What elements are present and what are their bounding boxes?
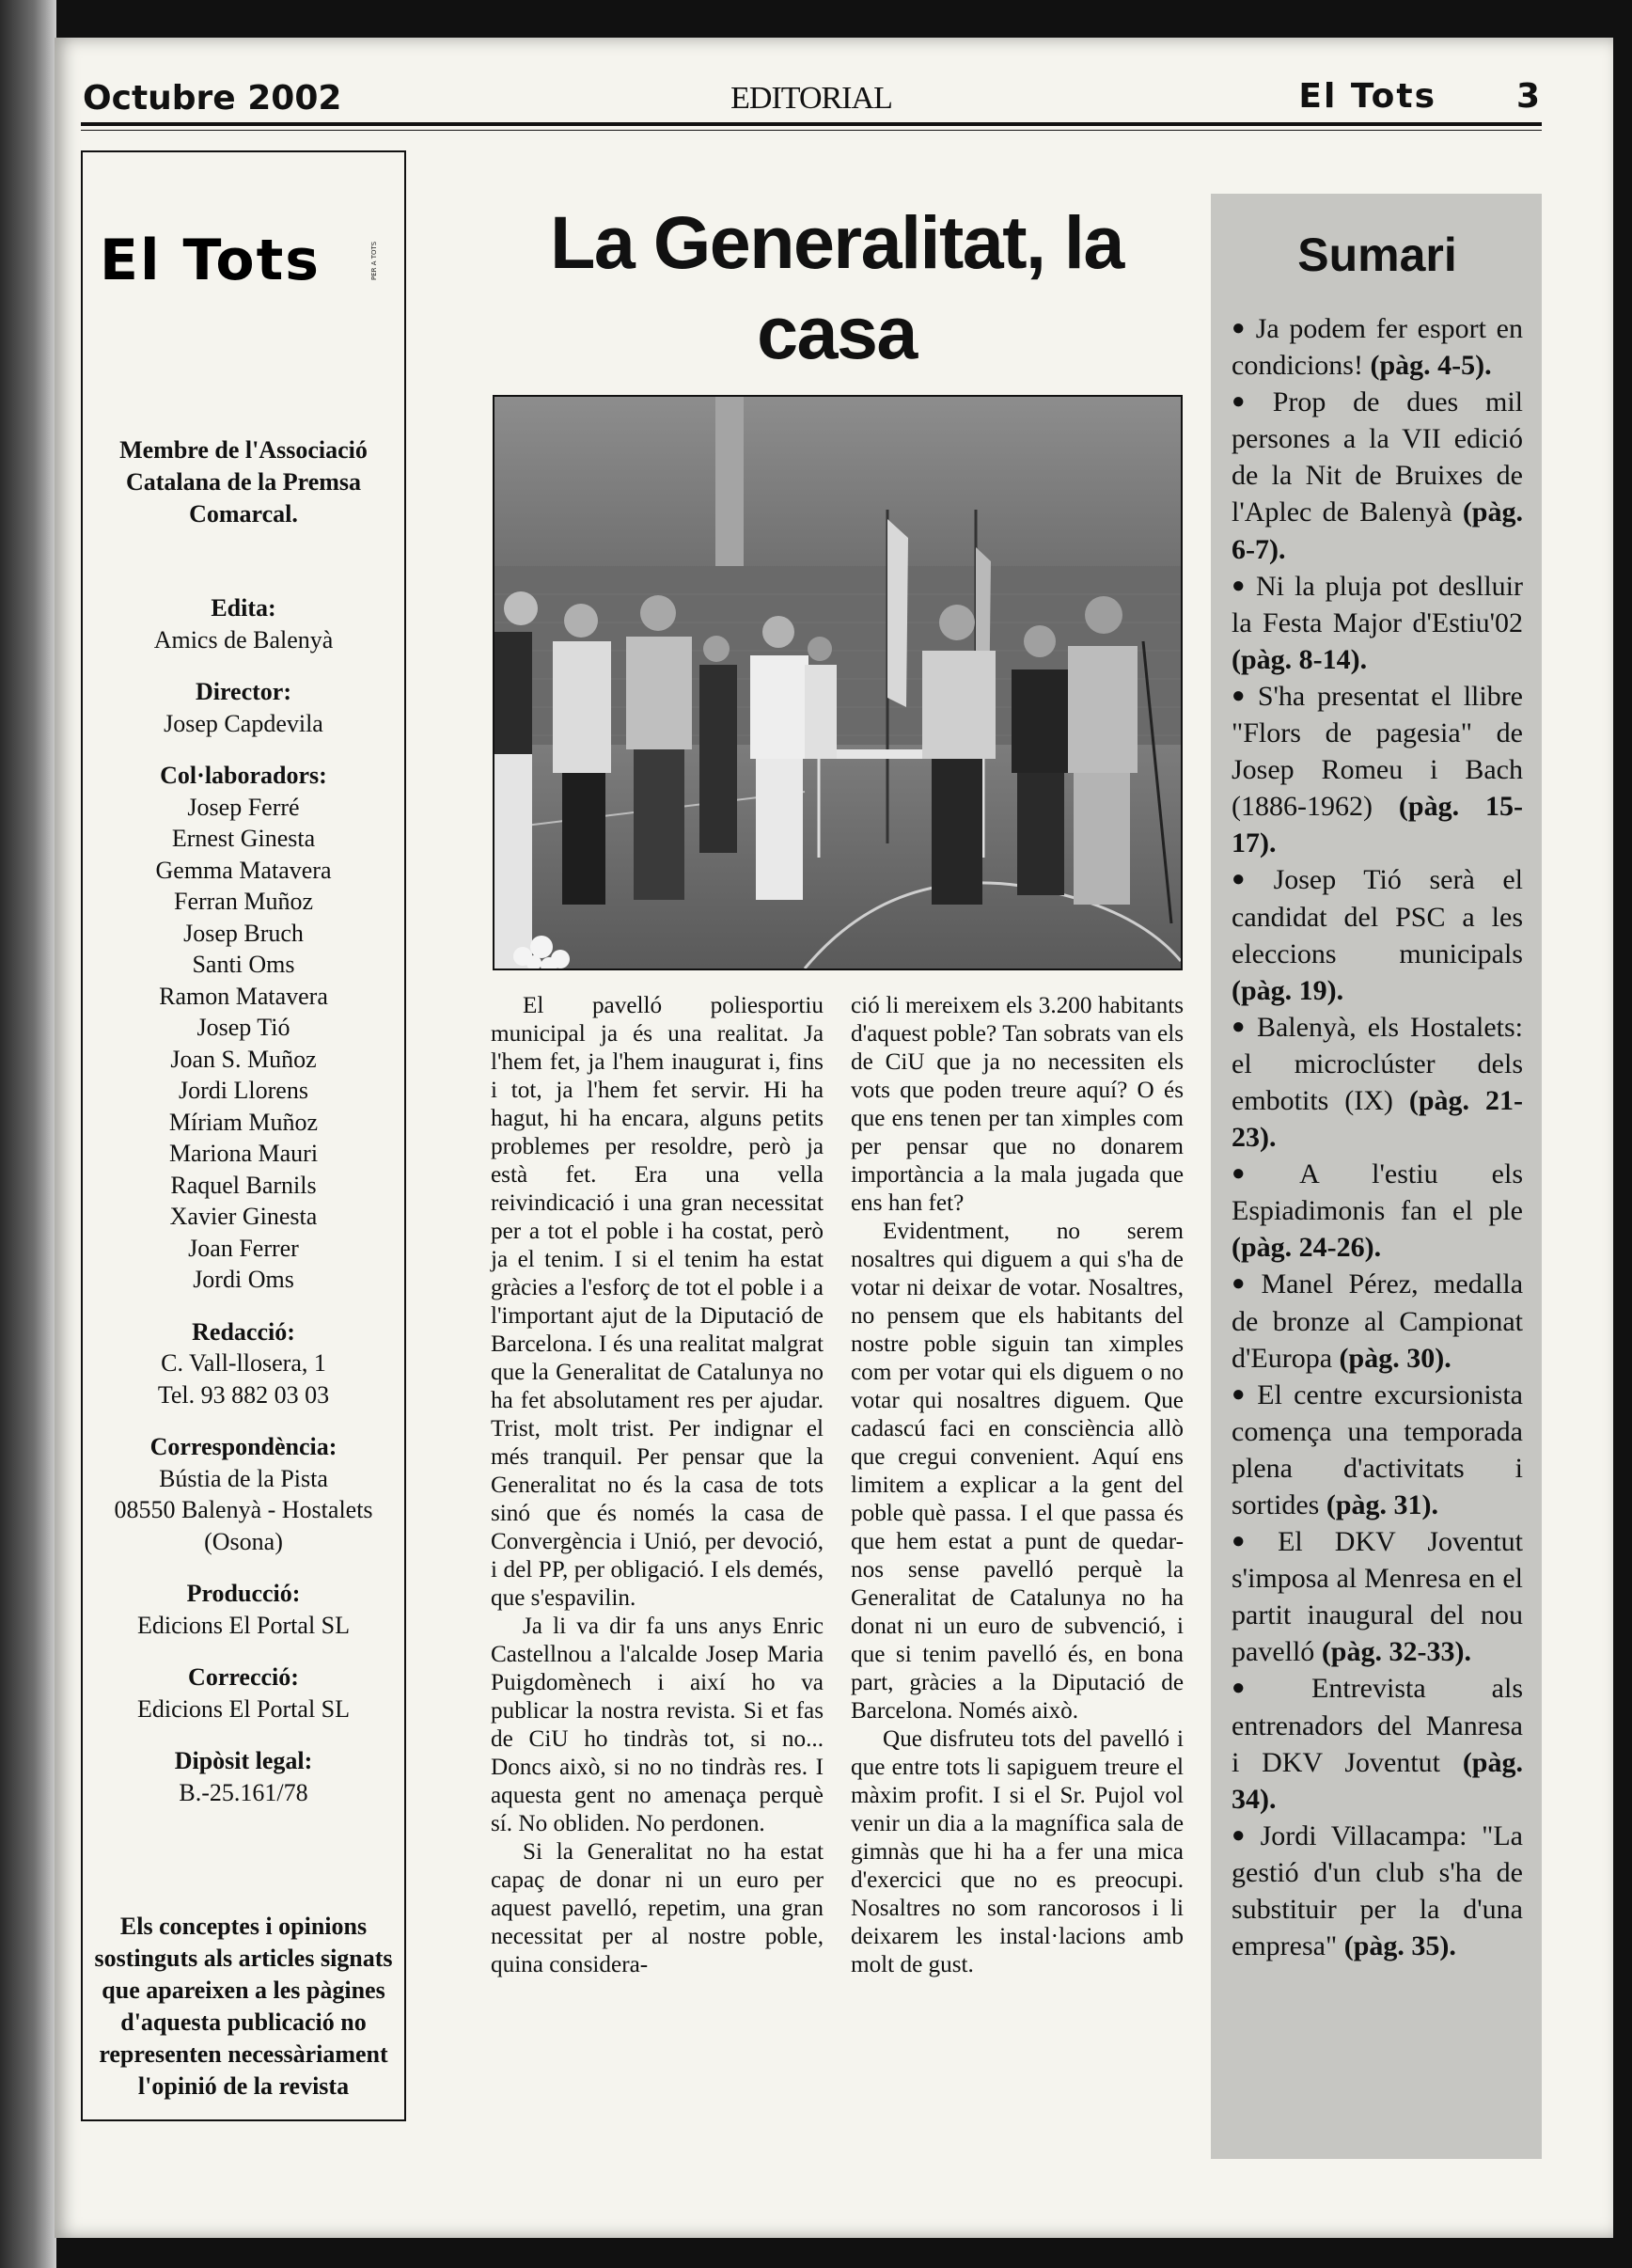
article-column-2 bbox=[851, 992, 1184, 1979]
article-paragraph: El pavelló poliesportiu municipal ja és una realitat. Ja l'hem fet, ja l'hem inaugurat i, fins i tot, ja l'hem fet servir. Hi ha hagut, hi ha encara, alguns petits problemes per resoldre, però ja està fet. Era una vella reivindicació i una gran necessitat per a tot el poble i ha costat, però ja el tenim. I si el tenim ha estat gràcies a l'esforç de tot el poble i a l'important ajut de la Diputació de Barcelona. I és una realitat malgrat que la Generalitat de Catalunya no ha fet absolutament res per ajudar. Trist, molt trist. Per indignar el més tranquil. Per pensar que la Generalitat no és la casa de tots sinó que és només la casa de Convergència i Unió, per devoció, i del PP, per obligació. I els demés, que s'espavilin. bbox=[491, 993, 824, 1611]
credit-diposit bbox=[83, 1745, 404, 1808]
credit-correccio bbox=[83, 1662, 404, 1725]
collaborator-name: Gemma Matavera bbox=[155, 856, 332, 884]
collaborator-name: Míriam Muñoz bbox=[168, 1108, 319, 1136]
collaborator-name: Jordi Oms bbox=[193, 1266, 294, 1293]
magazine-name: El Tots bbox=[1298, 77, 1436, 116]
collaborator-name: Santi Oms bbox=[192, 951, 295, 978]
bullet-icon: ● bbox=[1232, 1529, 1271, 1554]
section-title: EDITORIAL bbox=[730, 81, 892, 116]
summary-item-text: Ni la pluja pot deslluir la Festa Major d'Estiu'02 bbox=[1232, 570, 1523, 638]
summary-item bbox=[1232, 1523, 1523, 1670]
credit-label: Producció: bbox=[186, 1580, 301, 1607]
article-paragraph: ció li mereixem els 3.200 habitants d'aquest poble? Tan sobrats van els de CiU que ja no necessiten els vots que poden treure aquí? O és que ens tenen per tan ximples com per pensar que no donarem importància a la mala jugada que ens han fet? bbox=[851, 993, 1184, 1216]
summary-item-page: (pàg. 15-17). bbox=[1232, 791, 1523, 859]
article-paragraph: Que disfruteu tots del pavelló i que entre tots li sapiguem treure el màxim profit. I si el Sr. Pujol vol venir un dia a la magnífica sala de gimnàs que hi ha a fer una mica d'exercici que no es preocupi. Nosaltres no som rancorosos i li deixarem les instal·lacions amb molt de gust. bbox=[851, 1726, 1184, 1977]
summary-item bbox=[1232, 1670, 1523, 1817]
summary-item bbox=[1232, 1818, 1523, 1964]
photo-illustration bbox=[494, 397, 1181, 969]
summary-item-page: (pàg. 31). bbox=[1326, 1489, 1438, 1520]
summary-item-text: S'ha presentat el llibre "Flors de pagesia" de Josep Romeu i Bach (1886-1962) bbox=[1232, 680, 1523, 823]
summary-item-page: (pàg. 4-5). bbox=[1370, 350, 1492, 382]
bullet-icon: ● bbox=[1232, 1822, 1253, 1848]
headline-line: La Generalitat, la casa bbox=[550, 200, 1123, 374]
masthead-box bbox=[81, 150, 406, 2121]
credit-value: (Osona) bbox=[204, 1527, 283, 1555]
summary-item-page: (pàg. 19). bbox=[1232, 974, 1344, 1006]
summary-item-page: (pàg. 8-14). bbox=[1232, 643, 1368, 675]
credit-value: Tel. 93 882 03 03 bbox=[157, 1380, 330, 1409]
page-number: 3 bbox=[1515, 77, 1540, 116]
summary-item-text: Josep Tió serà el candidat del PSC a les eleccions municipals bbox=[1232, 864, 1523, 969]
summary-item-text: Entrevista als entrenadors del Manresa i DKV Joventut bbox=[1232, 1673, 1524, 1778]
collaborator-name: Mariona Mauri bbox=[168, 1140, 319, 1167]
summary-list bbox=[1232, 310, 1523, 1964]
summary-item-text: A l'estiu els Espiadimonis fan el ple bbox=[1232, 1158, 1523, 1227]
summary-item bbox=[1232, 1266, 1523, 1376]
header-rule-thin bbox=[81, 130, 1542, 131]
credit-value: B.-25.161/78 bbox=[179, 1778, 308, 1806]
summary-item bbox=[1232, 310, 1523, 384]
credit-value: Edicions El Portal SL bbox=[136, 1694, 351, 1723]
collaborator-name: Josep Ferré bbox=[187, 793, 300, 821]
summary-title: Sumari bbox=[1297, 228, 1457, 281]
summary-item bbox=[1232, 1009, 1523, 1156]
article-paragraph: Ja li va dir fa uns anys Enric Castellnou a l'alcalde Josep Maria Puigdomènech i així ho va publicar la nostra revista. Si et fas de CiU ho tindràs tot, si no... Doncs això, si no no tindràs res. I aquesta gent no amenaça perquè sí. No obliden. No perdonen. bbox=[491, 1614, 824, 1836]
credit-director bbox=[83, 676, 404, 739]
article-paragraph: Evidentment, no serem nosaltres qui diguem a qui s'ha de votar ni deixar de votar. Nosaltres, no pensem que els habitants del nostre poble siguin tan ximples com per votar qui els diguem o no votar qui nosaltres diguem. Que cadascú faci en consciència allò que cregui convenient. Aquí ens limitem a explicar a la gent del poble què passa. I el que passa és que hem estat a punt de quedar-nos sense pavelló perquè la Generalitat de Catalunya no ha donat ni un euro de subvenció, i que si tenim pavelló és, en bona part, gràcies a la Diputació de Barcelona. Només això. bbox=[851, 1219, 1184, 1724]
summary-item-page: (pàg. 30). bbox=[1339, 1342, 1452, 1374]
collaborator-name: Josep Bruch bbox=[183, 919, 304, 947]
summary-item-page: (pàg. 6-7). bbox=[1232, 496, 1523, 565]
header-rule bbox=[81, 122, 1542, 126]
collaborator-name: Ramon Matavera bbox=[159, 982, 328, 1010]
summary-item-text: El DKV Joventut s'imposa al Menresa en el partit inaugural del nou pavelló bbox=[1232, 1526, 1523, 1668]
masthead-tagline: PER A TOTS bbox=[370, 241, 378, 280]
summary-item bbox=[1232, 1377, 1523, 1523]
summary-item bbox=[1232, 384, 1523, 567]
summary-item-page: (pàg. 24-26). bbox=[1232, 1232, 1382, 1264]
credit-value: C. Vall-llosera, 1 bbox=[161, 1349, 326, 1377]
credit-label: Redacció: bbox=[192, 1317, 295, 1346]
credit-label: Director: bbox=[195, 678, 291, 705]
collaborator-name: Josep Tió bbox=[196, 1014, 290, 1041]
page-header bbox=[83, 71, 1540, 118]
summary-item-text: Balenyà, els Hostalets: el microclúster dels embotits (IX) bbox=[1232, 1011, 1523, 1116]
membership-line: Catalana de la Premsa bbox=[125, 468, 362, 496]
collaborator-name: Xavier Ginesta bbox=[169, 1203, 318, 1230]
bullet-icon: ● bbox=[1232, 1161, 1293, 1187]
membership-line: Comarcal. bbox=[189, 500, 298, 528]
credit-label: Correcció: bbox=[188, 1663, 299, 1691]
bullet-icon: ● bbox=[1232, 573, 1249, 598]
article-column-1 bbox=[491, 992, 824, 1979]
inauguration-photo bbox=[493, 395, 1183, 970]
summary-item bbox=[1232, 1156, 1523, 1266]
scan-binding-shadow bbox=[0, 0, 56, 2268]
article-paragraph: Si la Generalitat no ha estat capaç de donar ni un euro per aquest pavelló, repetim, una gran necessitat per al nostre poble, quina considera- bbox=[491, 1839, 824, 1977]
disclaimer-note: Els conceptes i opinions sostinguts als articles signats que apareixen a les pàgines d'aquesta publicació no representen necessàriament l'opinió de la revista bbox=[94, 1913, 393, 2100]
summary-item-text: Jordi Villacampa: "La gestió d'un club s'ha de substituir per la d'una empresa" bbox=[1232, 1819, 1523, 1962]
bullet-icon: ● bbox=[1232, 1381, 1250, 1407]
credit-label: Col·laboradors: bbox=[160, 762, 327, 789]
summary-item bbox=[1232, 678, 1523, 861]
summary-item-page: (pàg. 32-33). bbox=[1321, 1636, 1471, 1668]
summary-item-page: (pàg. 34). bbox=[1232, 1746, 1523, 1815]
collaborator-name: Jordi Llorens bbox=[179, 1077, 308, 1104]
credit-produccio bbox=[83, 1578, 404, 1641]
bullet-icon: ● bbox=[1232, 1676, 1305, 1701]
summary-item-text: Prop de dues mil persones a la VII edició de la Nit de Bruixes de l'Aplec de Balenyà bbox=[1232, 386, 1523, 528]
summary-item-text: Ja podem fer esport en condicions! bbox=[1232, 313, 1523, 382]
collaborator-name: Ernest Ginesta bbox=[171, 825, 316, 852]
credit-value: Edicions El Portal SL bbox=[136, 1611, 351, 1639]
bullet-icon: ● bbox=[1232, 867, 1266, 892]
editorial-article bbox=[491, 992, 1183, 2158]
summary-item bbox=[1232, 568, 1523, 678]
bullet-icon: ● bbox=[1232, 316, 1248, 340]
credit-value: Bústia de la Pista bbox=[159, 1464, 328, 1492]
collaborator-name: Raquel Barnils bbox=[170, 1171, 317, 1199]
bullet-icon: ● bbox=[1232, 389, 1265, 415]
credit-label: Dipòsit legal: bbox=[174, 1747, 313, 1774]
credit-correspondencia bbox=[83, 1431, 404, 1557]
summary-item-text: Manel Pérez, medalla de bronze al Campionat d'Europa bbox=[1232, 1268, 1524, 1374]
collaborator-name: Ferran Muñoz bbox=[173, 888, 313, 915]
credit-redaccio bbox=[83, 1316, 404, 1411]
summary-item bbox=[1232, 861, 1523, 1008]
credit-value: Amics de Balenyà bbox=[153, 625, 334, 654]
collaborator-name: Joan Ferrer bbox=[188, 1234, 299, 1262]
collaborator-name: Joan S. Muñoz bbox=[170, 1045, 317, 1073]
bullet-icon: ● bbox=[1232, 1014, 1249, 1039]
credit-label: Correspondència: bbox=[149, 1433, 337, 1460]
credits-list bbox=[83, 592, 404, 1829]
bullet-icon: ● bbox=[1232, 1271, 1254, 1297]
association-membership bbox=[83, 434, 404, 530]
credit-edita bbox=[83, 592, 404, 655]
issue-date: Octubre 2002 bbox=[83, 79, 342, 118]
masthead-logo bbox=[100, 228, 382, 293]
summary-box bbox=[1211, 194, 1542, 2159]
summary-item-page: (pàg. 21-23). bbox=[1232, 1084, 1523, 1154]
bullet-icon: ● bbox=[1232, 683, 1250, 708]
credit-collaboradors bbox=[83, 760, 404, 1296]
credit-label: Edita: bbox=[211, 594, 276, 622]
membership-line: Membre de l'Associació bbox=[119, 436, 368, 464]
summary-item-text: El centre excursionista comença una temporada plena d'activitats i sortides bbox=[1232, 1378, 1523, 1520]
credit-value: Josep Capdevila bbox=[164, 709, 323, 737]
masthead-brand: El Tots bbox=[100, 228, 322, 293]
summary-item-page: (pàg. 35). bbox=[1343, 1930, 1456, 1962]
collaborators-list bbox=[83, 792, 404, 1296]
credit-value: 08550 Balenyà - Hostalets bbox=[114, 1496, 373, 1523]
